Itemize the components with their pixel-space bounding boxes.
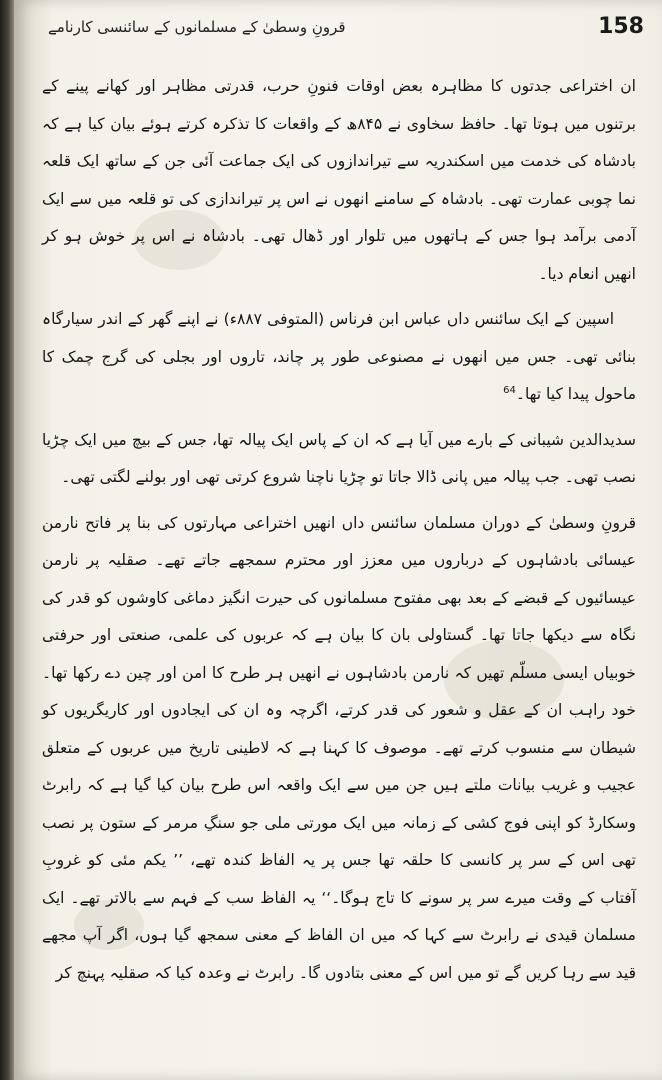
paragraph <box>42 301 636 414</box>
book-page <box>14 0 662 1080</box>
paragraph-text: اسپین کے ایک سائنس داں عباس ابن فرناس (المتوفی ۸۸۷ء) نے اپنے گھر کے اندر سیارگاہ بنائی تھی۔ جس میں انھوں نے مصنوعی طور پر چاند، تاروں اور بجلی کی گرج چمک کا ماحول پیدا کیا تھا۔ <box>42 310 636 403</box>
body-text <box>42 68 636 1000</box>
page-header <box>48 14 644 54</box>
paragraph-text: ان اختراعی جدتوں کا مظاہرہ بعض اوقات فنونِ حرب، قدرتی مظاہر اور کھانے پینے کے برتنوں میں ہوتا تھا۔ حافظ سخاوی نے ۸۴۵ھ کے واقعات کا تذکرہ کرتے ہوئے بیان کیا ہے کہ بادشاہ کی خدمت میں اسکندریہ سے تیراندازوں کی ایک جماعت آئی جن کے ساتھ ایک قلعہ نما چوبی عمارت تھی۔ بادشاہ کے سامنے انھوں نے اس پر تیراندازی کی تو قلعہ میں سے ایک آدمی برآمد ہوا جس کے ہاتھوں میں تلوار اور ڈھال تھی۔ بادشاہ نے اس پر خوش ہو کر انھیں انعام دیا۔ <box>42 77 636 283</box>
paragraph-text: قرونِ وسطیٰ کے دوران مسلمان سائنس داں انھیں اختراعی مہارتوں کی بنا پر فاتح نارمن عیسائی بادشاہوں کے درباروں میں معزز اور محترم سمجھے جاتے تھے۔ صقلیہ پر نارمن عیسائیوں کے قبضے کے بعد بھی مفتوح مسلمانوں کی حیرت انگیز دماغی کاوشوں کو قدر کی نگاہ سے دیکھا جاتا تھا۔ گستاولی بان کا بیان ہے کہ عربوں کی علمی، صنعتی اور حرفتی خوبیاں ایسی مسلّم تھیں کہ نارمن بادشاہوں نے انھیں ہر طرح کا امن اور چین دے رکھا تھا۔ خود راہب ان کے عقل و شعور کی قدر کرتے، اگرچہ وہ ان کی ایجادوں اور کاریگریوں کو شیطان سے منسوب کرتے تھے۔ موصوف کا کہنا ہے کہ لاطینی تاریخ میں عربوں کے متعلق عجیب و غریب بیانات ملتے ہیں جن میں سے ایک واقعہ اس طرح بیان کیا گیا ہے کہ رابرٹ وسکارڈ کو اپنی فوج کشی کے زمانہ میں ایک مورتی ملی جو سنگِ مرمر کے ستون پر نصب تھی اس کے سر پر کانسی کا حلقہ تھا جس پر یہ الفاظ کندہ تھے، ’’ یکم مئی کو غروبِ آفتاب کے وقت میرے سر پر سونے کا تاج ہوگا۔‘‘ یہ الفاظ سب کے فہم سے بالاتر تھے۔ ایک مسلمان قیدی نے رابرٹ سے کہا کہ میں ان الفاظ کے معنی سمجھ گیا ہوں، اگر آپ مجھے قید سے رہا کریں گے تو میں اس کے معنی بتادوں گا۔ رابرٹ نے وعدہ کیا کہ صقلیہ پہنچ کر <box>42 513 636 982</box>
paragraph-text: سدیدالدین شیبانی کے بارے میں آیا ہے کہ ان کے پاس ایک پیالہ تھا، جس کے بیچ میں ایک چڑیا نصب تھی۔ جب پیالہ میں پانی ڈالا جاتا تو چڑیا ناچنا شروع کرتی تھی اور بولنے لگتی تھی۔ <box>42 430 636 486</box>
paragraph <box>42 68 636 293</box>
paragraph <box>42 422 636 497</box>
paragraph <box>42 505 636 993</box>
page-number: 158 <box>598 14 644 39</box>
footnote-reference: 64 <box>503 384 516 396</box>
book-spine-shadow <box>0 0 14 1080</box>
running-title: قرونِ وسطیٰ کے مسلمانوں کے سائنسی کارنامے <box>48 18 346 36</box>
